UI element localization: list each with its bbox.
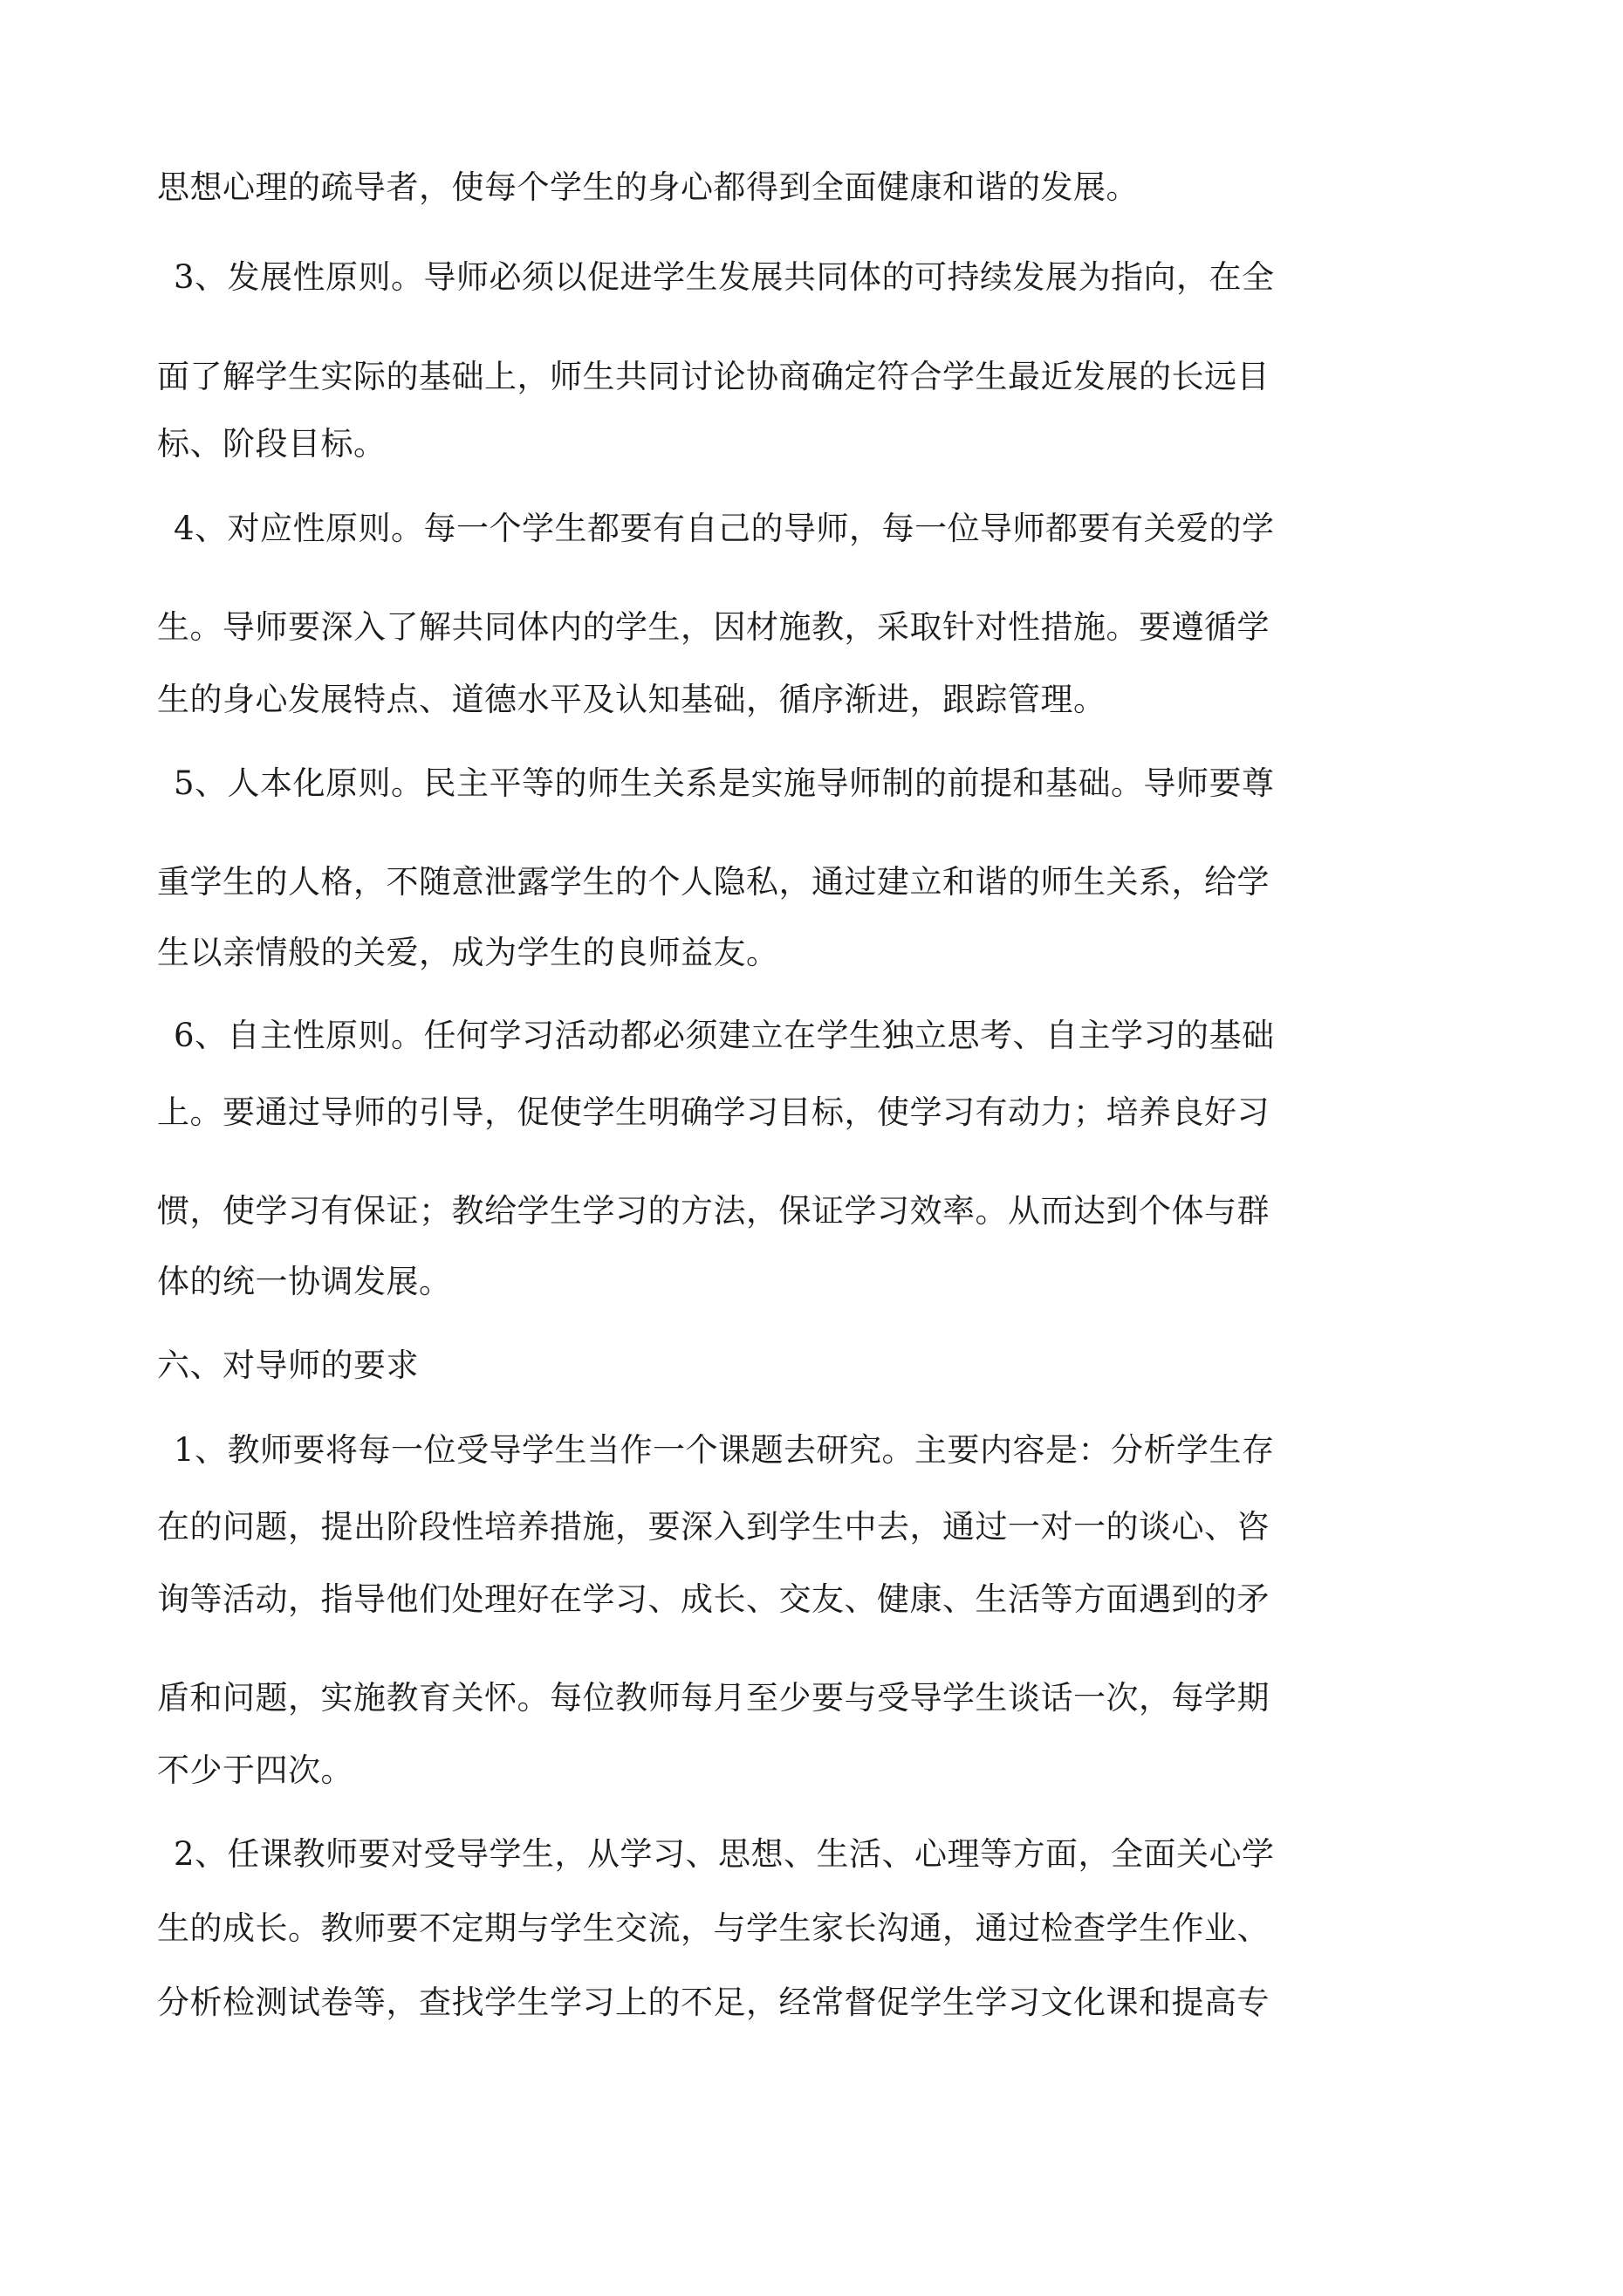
text-line: 不少于四次。 <box>157 1751 353 1789</box>
text-line: 体的统一协调发展。 <box>157 1263 452 1300</box>
text-line: 标、阶段目标。 <box>157 425 387 463</box>
text-line: 分析检测试卷等，查找学生学习上的不足，经常督促学生学习文化课和提高专 <box>157 1984 1270 2021</box>
text-line: 生以亲情般的关爱，成为学生的良师益友。 <box>157 934 779 971</box>
text-line: 1、教师要将每一位受导学生当作一个课题去研究。主要内容是：分析学生存 <box>174 1431 1275 1469</box>
text-line: 上。要通过导师的引导，促使学生明确学习目标，使学习有动力；培养良好习 <box>157 1093 1270 1131</box>
text-line: 2、任课教师要对受导学生，从学习、思想、生活、心理等方面，全面关心学 <box>174 1835 1275 1873</box>
text-line: 5、人本化原则。民主平等的师生关系是实施导师制的前提和基础。导师要尊 <box>174 764 1275 802</box>
text-line: 面了解学生实际的基础上，师生共同讨论协商确定符合学生最近发展的长远目 <box>157 358 1270 395</box>
text-line: 重学生的人格，不随意泄露学生的个人隐私，通过建立和谐的师生关系，给学 <box>157 863 1270 901</box>
text-line: 惯，使学习有保证；教给学生学习的方法，保证学习效率。从而达到个体与群 <box>157 1192 1270 1230</box>
text-line: 在的问题，提出阶段性培养措施，要深入到学生中去，通过一对一的谈心、咨 <box>157 1508 1270 1546</box>
text-line: 生的成长。教师要不定期与学生交流，与学生家长沟通，通过检查学生作业、 <box>157 1909 1270 1947</box>
text-line: 3、发展性原则。导师必须以促进学生发展共同体的可持续发展为指向，在全 <box>174 258 1275 296</box>
text-line: 6、自主性原则。任何学习活动都必须建立在学生独立思考、自主学习的基础 <box>174 1017 1275 1054</box>
text-line: 4、对应性原则。每一个学生都要有自己的导师，每一位导师都要有关爱的学 <box>174 510 1275 547</box>
text-line: 思想心理的疏导者，使每个学生的身心都得到全面健康和谐的发展。 <box>157 168 1139 206</box>
text-line: 生的身心发展特点、道德水平及认知基础，循序渐进，跟踪管理。 <box>157 681 1106 718</box>
section-heading: 六、对导师的要求 <box>157 1347 419 1384</box>
text-line: 生。导师要深入了解共同体内的学生，因材施教，采取针对性措施。要遵循学 <box>157 608 1270 646</box>
text-line: 盾和问题，实施教育关怀。每位教师每月至少要与受导学生谈话一次，每学期 <box>157 1679 1270 1717</box>
text-line: 询等活动，指导他们处理好在学习、成长、交友、健康、生活等方面遇到的矛 <box>157 1580 1270 1618</box>
